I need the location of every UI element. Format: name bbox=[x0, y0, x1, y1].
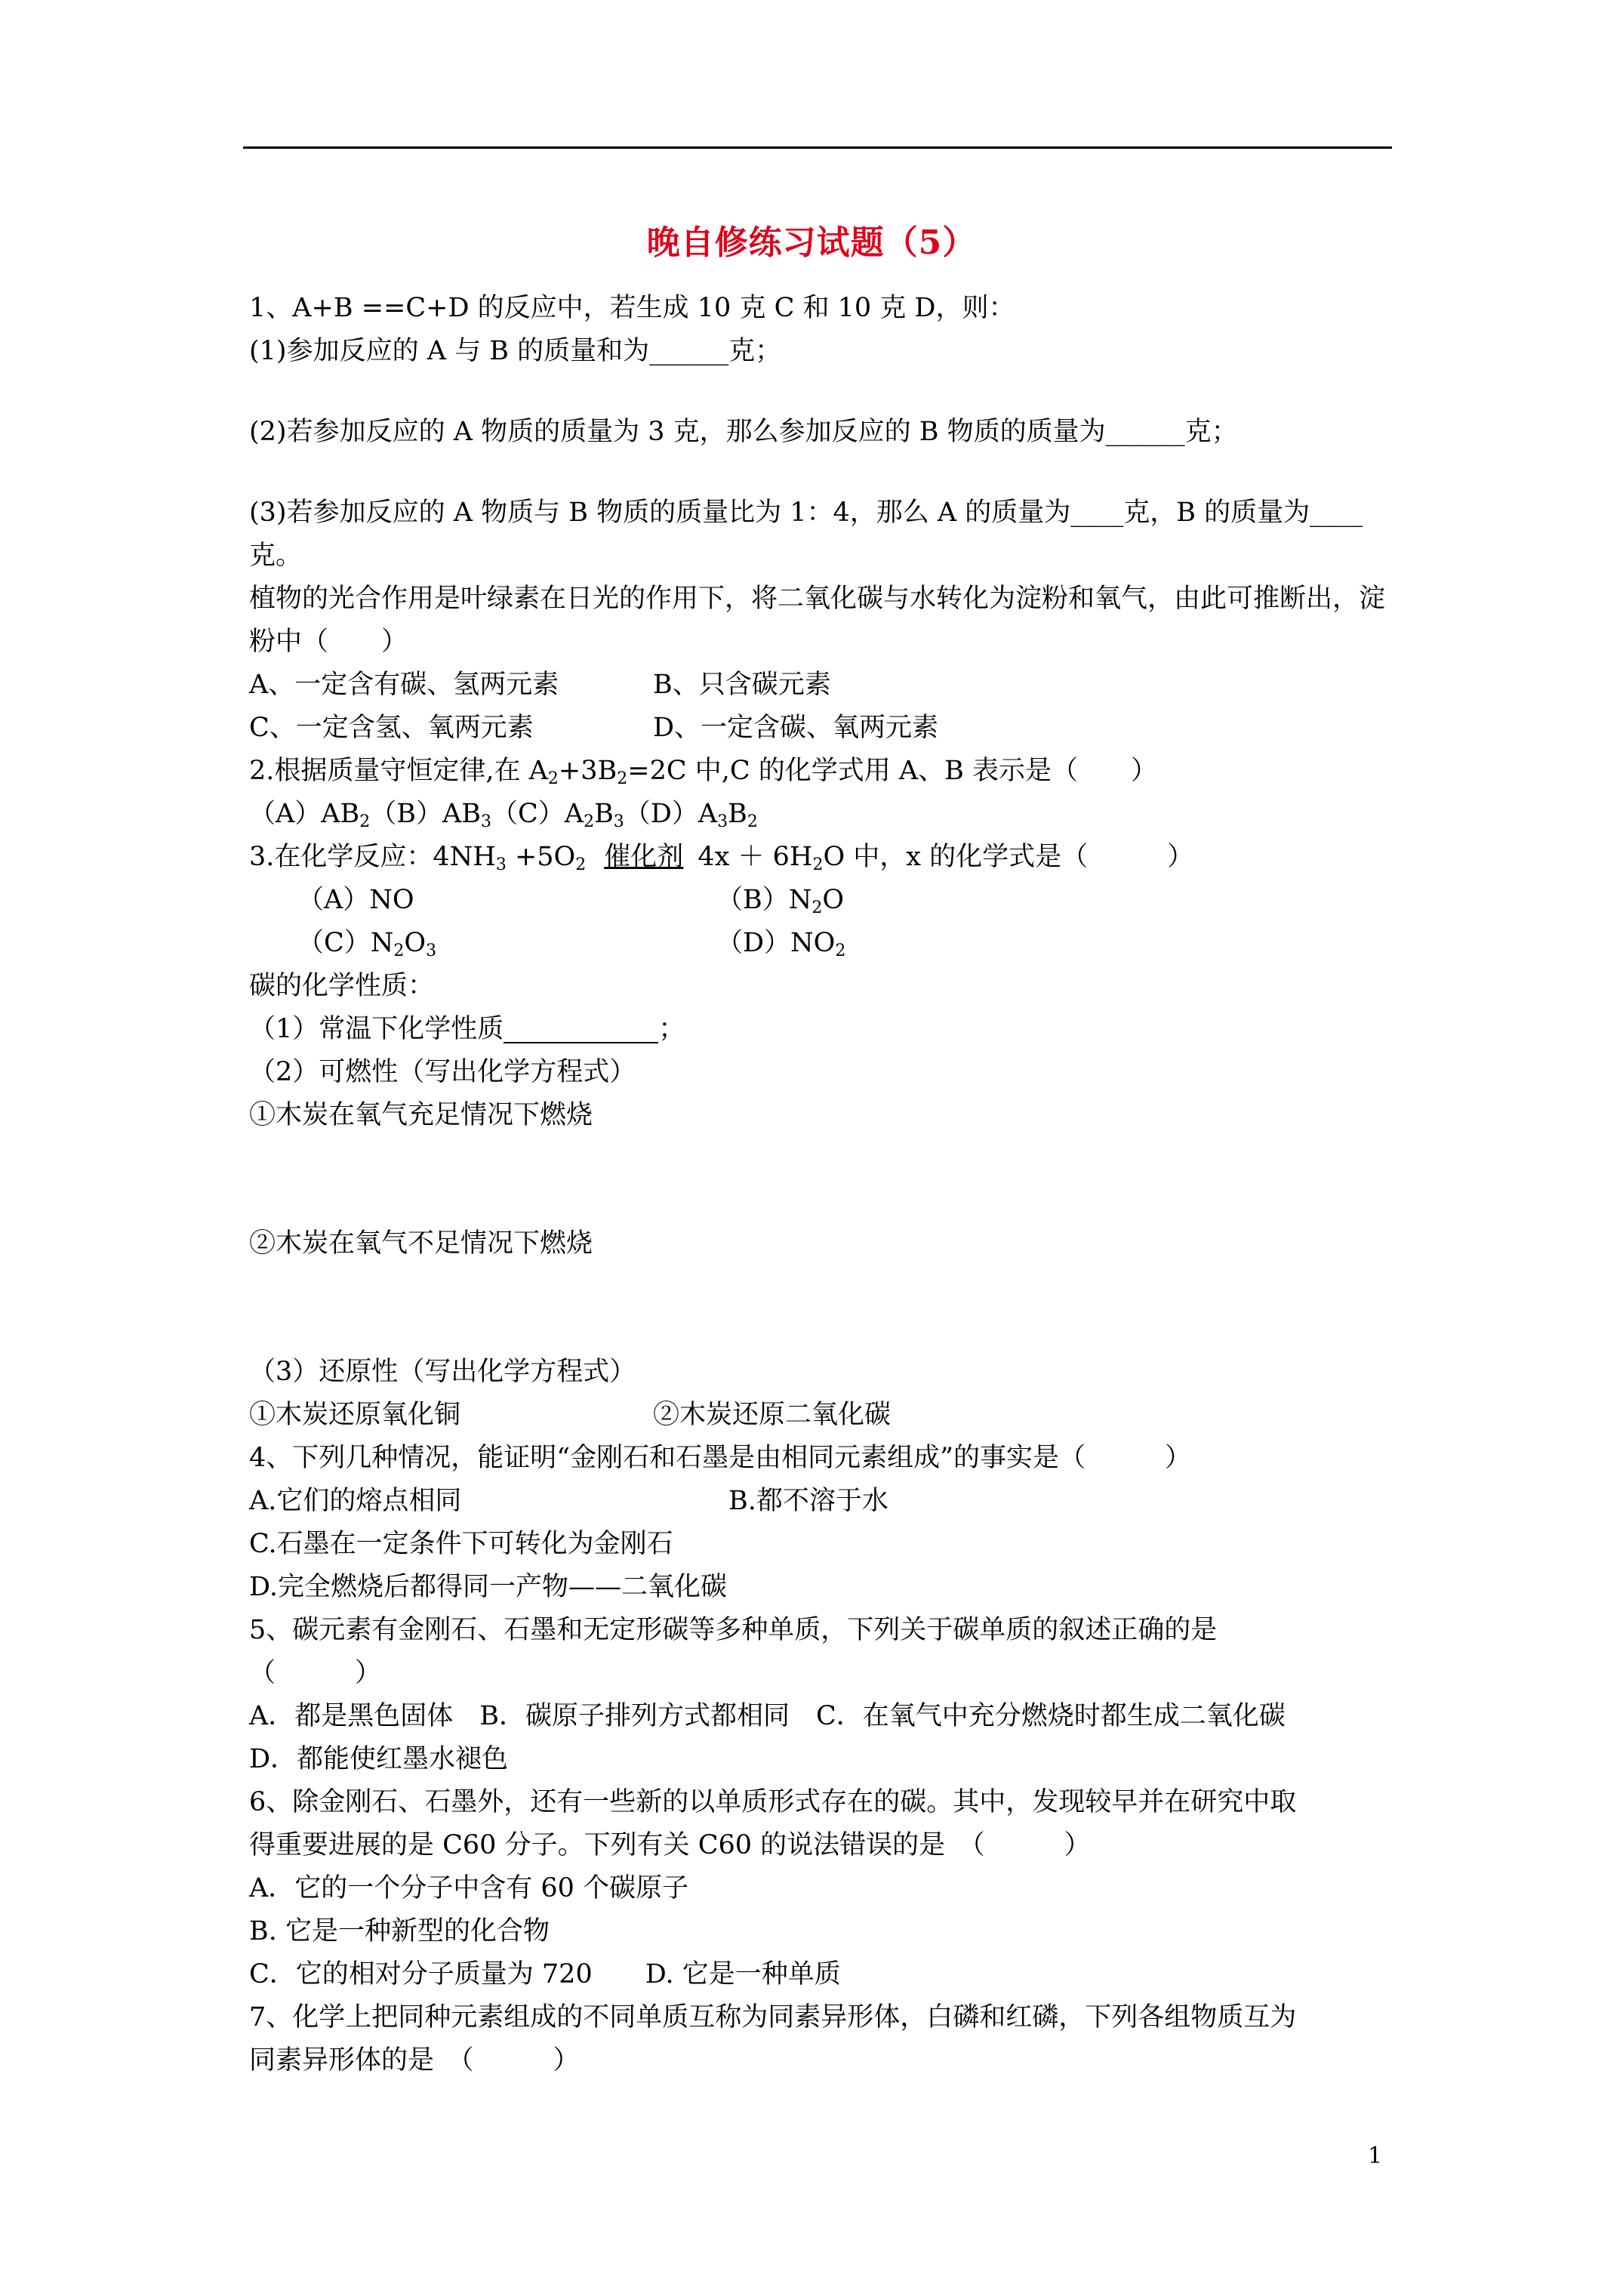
q2-option-b-sub: 3 bbox=[481, 812, 491, 831]
q3-option-c-sub2: 3 bbox=[426, 942, 437, 960]
carbon-prop-3-item2: ②木炭还原二氧化碳 bbox=[653, 1400, 892, 1430]
q1-stem: 1、A+B ==C+D 的反应中，若生成 10 克 C 和 10 克 D，则： bbox=[249, 293, 1015, 323]
q1-part2 bbox=[249, 411, 1397, 454]
q7-stem-line1: 7、化学上把同种元素组成的不同单质互称为同素异形体，白磷和红磷，下列各组物质互为 bbox=[249, 2002, 1297, 2032]
q3-option-a: （A）NO bbox=[297, 885, 414, 915]
carbon-prop-1-text: （1）常温下化学性质 bbox=[249, 1014, 504, 1044]
q6-option-a: A．它的一个分子中含有 60 个碳原子 bbox=[249, 1873, 689, 1903]
q3-sub-3: 2 bbox=[812, 855, 824, 874]
q3-options-row1 bbox=[249, 879, 1397, 922]
q1-part1-unit: 克； bbox=[728, 336, 782, 366]
q2-option-a-sub: 2 bbox=[359, 812, 371, 831]
photo-options-row2 bbox=[249, 707, 1397, 750]
q3-option-d-text: （D）NO bbox=[716, 928, 836, 958]
q2-options bbox=[249, 793, 1397, 836]
q2-option-c: （C）A bbox=[491, 799, 584, 829]
carbon-prop-2-item1: ①木炭在氧气充足情况下燃烧 bbox=[249, 1100, 593, 1130]
photo-options-row1 bbox=[249, 664, 1397, 707]
q3-option-b bbox=[716, 879, 844, 922]
q2-option-d-mid: B bbox=[728, 799, 747, 829]
q1-part1-blank: ______ bbox=[649, 336, 729, 366]
q2-text-3: =2C 中,C 的化学式用 A、B 表示是（ ） bbox=[627, 756, 1158, 786]
q6-stem-line1: 6、除金刚石、石墨外，还有一些新的以单质形式存在的碳。其中，发现较早并在研究中取 bbox=[249, 1787, 1297, 1817]
page-title: 晚自修练习试题（5） bbox=[646, 223, 977, 262]
q3-sub-1: 3 bbox=[495, 855, 507, 874]
header-rule bbox=[243, 146, 1392, 149]
catalyst-label: 催化剂 bbox=[604, 842, 684, 872]
q3-stem bbox=[249, 836, 1397, 879]
q4-option-b: B.都不溶于水 bbox=[728, 1486, 888, 1516]
q3-option-b-sub: 2 bbox=[812, 898, 823, 917]
q3-option-c bbox=[297, 922, 716, 965]
q5-stem-line2: （ ） bbox=[249, 1658, 382, 1688]
q3-option-c-text: （C）N bbox=[297, 928, 394, 958]
q3-text-3: 4x ＋ 6H bbox=[689, 842, 813, 872]
photo-option-d: D、一定含碳、氧两元素 bbox=[653, 713, 939, 743]
q1-part2-unit: 克； bbox=[1184, 417, 1238, 447]
q2-option-c-sub1: 2 bbox=[584, 812, 595, 831]
q2-option-c-sub2: 3 bbox=[613, 812, 624, 831]
q3-option-c-mid: O bbox=[404, 928, 427, 958]
carbon-prop-2: （2）可燃性（写出化学方程式） bbox=[249, 1057, 636, 1087]
carbon-prop-3-item1: ①木炭还原氧化铜 bbox=[249, 1400, 461, 1430]
photo-option-a: A、一定含有碳、氢两元素 bbox=[249, 670, 559, 700]
q5-stem-line1: 5、碳元素有金刚石、石墨和无定形碳等多种单质，下列关于碳单质的叙述正确的是 bbox=[249, 1615, 1218, 1645]
q2-sub-2: 2 bbox=[617, 769, 628, 788]
q7-stem-line2: 同素异形体的是 （ ） bbox=[249, 2045, 580, 2076]
q1-part1 bbox=[249, 330, 1397, 373]
carbon-prop-2-item2: ②木炭在氧气不足情况下燃烧 bbox=[249, 1228, 593, 1259]
q6-options-cd: C．它的相对分子质量为 720 D. 它是一种单质 bbox=[249, 1959, 841, 1989]
page-number: 1 bbox=[1368, 2143, 1383, 2169]
q6-option-b: B. 它是一种新型的化合物 bbox=[249, 1916, 550, 1946]
q6-stem-line2: 得重要进展的是 C60 分子。下列有关 C60 的说法错误的是 （ ） bbox=[249, 1830, 1091, 1860]
q3-sub-2: 2 bbox=[575, 855, 587, 874]
photo-option-b: B、只含碳元素 bbox=[653, 670, 831, 700]
q1-part3-line1: (3)若参加反应的 A 物质与 B 物质的质量比为 1：4，那么 A 的质量为____克，B 的质量为____ bbox=[249, 498, 1363, 528]
q2-option-d-sub1: 3 bbox=[717, 812, 728, 831]
carbon-prop-1 bbox=[249, 1008, 1397, 1051]
q4-option-d: D.完全燃烧后都得同一产物——二氧化碳 bbox=[249, 1572, 727, 1602]
q2-option-d-sub2: 2 bbox=[747, 812, 758, 831]
carbon-prop-3: （3）还原性（写出化学方程式） bbox=[249, 1357, 636, 1387]
q3-option-b-tail: O bbox=[822, 885, 845, 915]
q2-option-a: （A）AB bbox=[249, 799, 360, 829]
q1-part3-line2: 克。 bbox=[249, 541, 303, 571]
q3-text-4: O 中，x 的化学式是（ ） bbox=[823, 842, 1194, 872]
q2-option-d: （D）A bbox=[624, 799, 718, 829]
q3-options-row2 bbox=[249, 922, 1397, 965]
q4-options-ab bbox=[249, 1480, 1397, 1523]
carbon-heading: 碳的化学性质： bbox=[249, 971, 435, 1001]
q2-stem bbox=[249, 750, 1397, 793]
q1-part2-text: (2)若参加反应的 A 物质的质量为 3 克，那么参加反应的 B 物质的质量为 bbox=[249, 417, 1106, 447]
q2-text-2: +3B bbox=[558, 756, 617, 786]
q2-option-c-mid: B bbox=[594, 799, 614, 829]
q3-option-c-sub1: 2 bbox=[393, 942, 405, 960]
photo-option-c: C、一定含氢、氧两元素 bbox=[249, 713, 534, 743]
q5-options-abc: A．都是黑色固体 B．碳原子排列方式都相同 C．在氧气中充分燃烧时都生成二氧化碳 bbox=[249, 1701, 1286, 1731]
q3-text-1: 3.在化学反应：4NH bbox=[249, 842, 496, 872]
q3-text-2: +5O bbox=[506, 842, 576, 872]
q5-option-d: D．都能使红墨水褪色 bbox=[249, 1744, 509, 1774]
q2-sub-1: 2 bbox=[547, 769, 559, 788]
carbon-prop-3-items bbox=[249, 1394, 1397, 1437]
q4-option-a: A.它们的熔点相同 bbox=[249, 1486, 462, 1516]
q4-option-c: C.石墨在一定条件下可转化为金刚石 bbox=[249, 1529, 673, 1559]
q2-text-1: 2.根据质量守恒定律,在 A bbox=[249, 756, 548, 786]
q2-option-b: （B）AB bbox=[370, 799, 481, 829]
q1-part1-text: (1)参加反应的 A 与 B 的质量和为 bbox=[249, 336, 650, 366]
q4-stem: 4、下列几种情况，能证明“金刚石和石墨是由相同元素组成”的事实是（ ） bbox=[249, 1443, 1192, 1473]
photo-question-stem: 植物的光合作用是叶绿素在日光的作用下，将二氧化碳与水转化为淀粉和氧气，由此可推断出，淀粉中（ ） bbox=[249, 584, 1386, 657]
worksheet-body bbox=[249, 287, 1397, 2082]
q3-option-d bbox=[716, 922, 845, 965]
q1-part2-blank: ______ bbox=[1105, 417, 1185, 447]
q3-option-d-sub: 2 bbox=[835, 942, 846, 960]
carbon-prop-1-end: ； bbox=[658, 1014, 685, 1044]
q3-option-b-text: （B）N bbox=[716, 885, 812, 915]
carbon-prop-1-blank bbox=[504, 1013, 658, 1043]
